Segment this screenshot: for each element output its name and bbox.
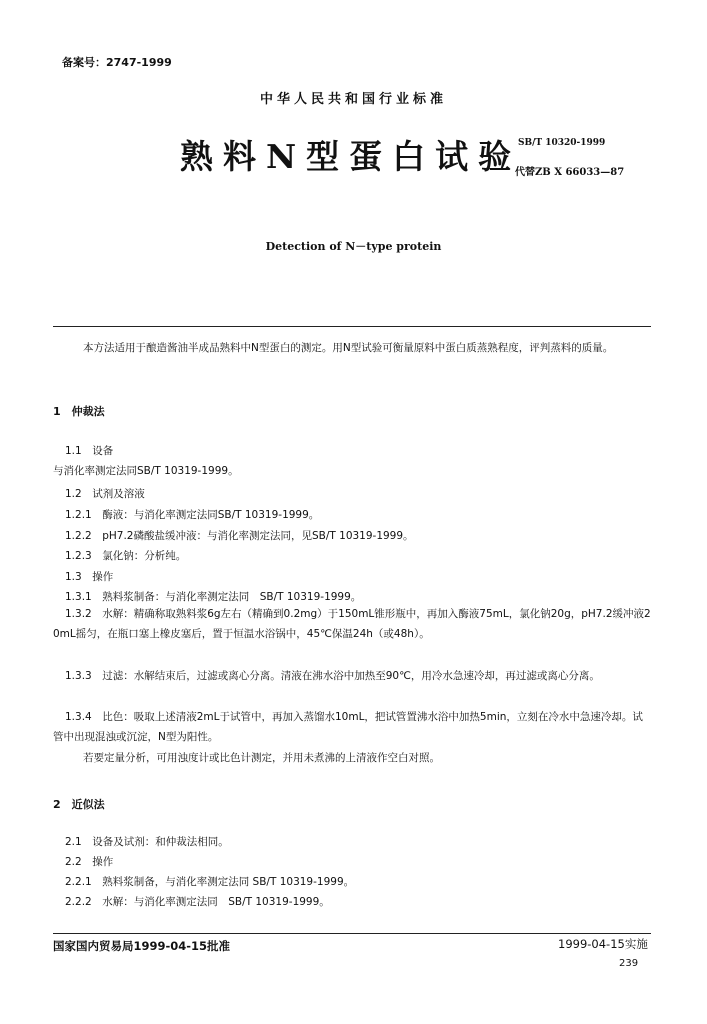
approval-line: 国家国内贸易局1999-04-15批准 [53, 939, 231, 953]
clause-1-3-3: 1.3.3 过滤：水解结束后，过滤或离心分离。清液在沸水浴中加热至90℃，用冷水急速冷却，再过滤或离心分离。 [65, 670, 600, 682]
clause-1-3-4: 1.3.4 比色：吸取上述清液2mL于试管中，再加入蒸馏水10mL，把试管置沸水浴中加热5min，立刻在冷水中急速冷却。试管中出现混浊或沉淀，N型为阳性。 [53, 711, 643, 743]
clause-2-2-2: 2.2.2 水解：与消化率测定法同 SB/T 10319-1999。 [65, 896, 330, 908]
clause-2-2-1: 2.2.1 熟料浆制备，与消化率测定法同 SB/T 10319-1999。 [65, 876, 355, 888]
section-2-heading: 2 近似法 [53, 798, 105, 811]
standard-code: SB/T 10320-1999 [518, 138, 606, 148]
section-1-heading: 1 仲裁法 [53, 405, 105, 418]
clause-1-1-text: 与消化率测定法同SB/T 10319-1999。 [53, 465, 239, 477]
top-divider [53, 326, 651, 327]
record-number: 备案号：2747-1999 [62, 56, 172, 69]
intro-paragraph: 本方法适用于酿造酱油半成品熟料中N型蛋白的测定。用N型试验可衡量原料中蛋白质蒸熟程度，评判蒸料的质量。 [83, 342, 614, 354]
industry-standard-heading: 中华人民共和国行业标准 [259, 92, 447, 107]
clause-2-1: 2.1 设备及试剂：和仲裁法相同。 [65, 836, 229, 848]
page-number: 239 [619, 958, 639, 969]
clause-1-2: 1.2 试剂及溶液 [65, 488, 145, 500]
effective-date: 1999-04-15实施 [558, 937, 648, 951]
clause-2-2: 2.2 操作 [65, 856, 114, 868]
bottom-divider [53, 933, 651, 934]
clause-1-2-3: 1.2.3 氯化钠：分析纯。 [65, 550, 187, 562]
replaces-code: 代替ZB X 66033—87 [515, 167, 625, 178]
clause-1-2-2: 1.2.2 pH7.2磷酸盐缓冲液：与消化率测定法同，见SB/T 10319-1999。 [65, 530, 414, 542]
clause-1-3: 1.3 操作 [65, 571, 114, 583]
clause-1-3-2: 1.3.2 水解：精确称取熟料浆6g左右（精确到0.2mg）于150mL锥形瓶中，再加入酶液75mL，氯化钠20g，pH7.2缓冲液20mL摇匀，在瓶口塞上橡皮塞后，置于恒温水浴锅中，45℃保温24h（或48h）。 [53, 608, 651, 640]
english-subtitle: Detection of N－type protein [265, 240, 442, 253]
clause-1-1: 1.1 设备 [65, 445, 114, 457]
clause-1-3-1: 1.3.1 熟料浆制备：与消化率测定法同 SB/T 10319-1999。 [65, 591, 362, 603]
quantitative-note: 若要定量分析，可用浊度计或比色计测定，并用未煮沸的上清液作空白对照。 [83, 752, 440, 764]
clause-1-2-1: 1.2.1 酶液：与消化率测定法同SB/T 10319-1999。 [65, 509, 320, 521]
document-title: 熟料N型蛋白试验 [180, 137, 522, 176]
